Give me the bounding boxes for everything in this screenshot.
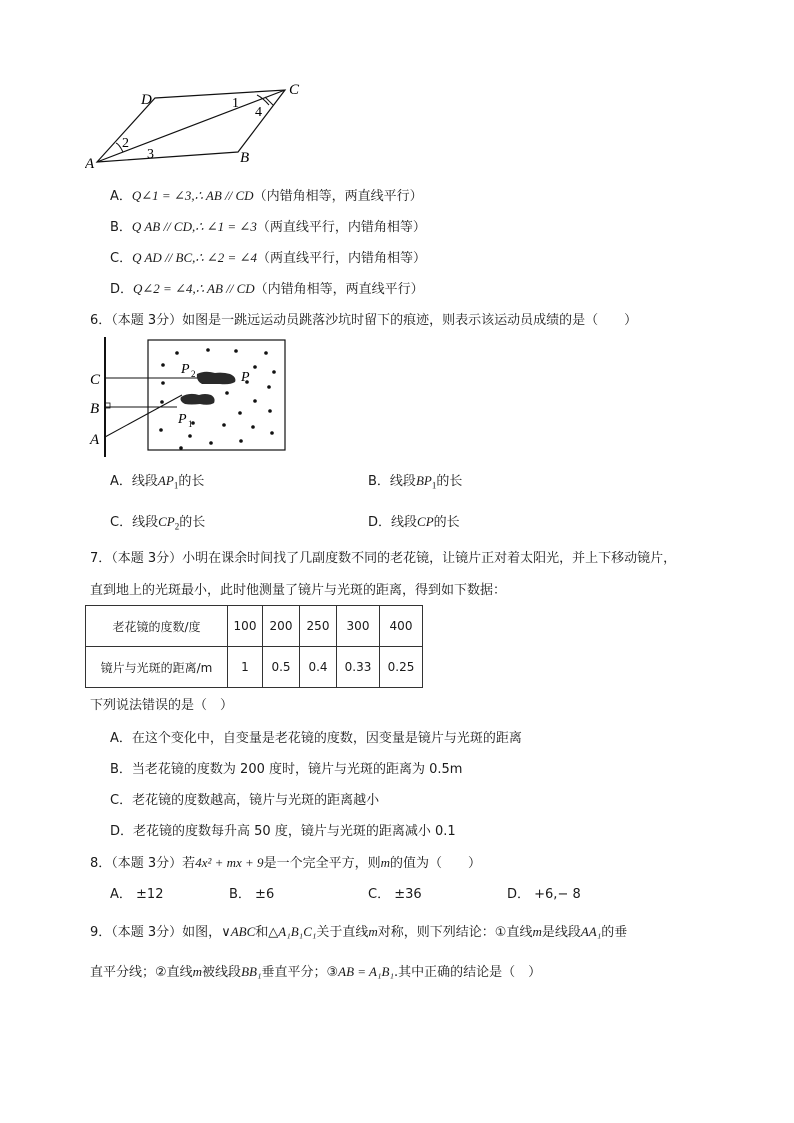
table-row bbox=[86, 606, 423, 647]
q7-option-d[interactable]: D．老花镜的度数每升高 50 度，镜片与光斑的距离减小 0.1 bbox=[110, 824, 456, 839]
table-cell: 0.5 bbox=[263, 647, 300, 688]
label-C: C bbox=[90, 372, 101, 388]
label-A: A bbox=[90, 432, 100, 448]
label-P1: P bbox=[178, 412, 187, 427]
q6-stem: 6．（本题 3分）如图是一跳远运动员跳落沙坑时留下的痕迹，则表示该运动员成绩的是（ ） bbox=[90, 313, 638, 328]
vertex-D: D bbox=[141, 92, 152, 108]
q8-option-a[interactable]: A． ±12 bbox=[110, 887, 164, 902]
q7-ask: 下列说法错误的是（ ） bbox=[90, 698, 234, 713]
q6-option-c[interactable]: C．线段$CP_2$的长 bbox=[110, 514, 206, 532]
label-P: P bbox=[241, 370, 250, 385]
table-cell: 200 bbox=[263, 606, 300, 647]
table-cell: 100 bbox=[228, 606, 263, 647]
table-cell: 300 bbox=[337, 606, 380, 647]
angle-1: 1 bbox=[232, 96, 239, 111]
q8-option-c[interactable]: C． ±36 bbox=[368, 887, 422, 902]
table-cell: 400 bbox=[380, 606, 423, 647]
q8-stem: 8．（本题 3分）若4x² + mx + 9是一个完全平方，则m的值为（ ） bbox=[90, 855, 481, 871]
q9-stem-line2: 直平分线；②直线m被线段BB₁垂直平分；③AB = A₁B₁.其中正确的结论是（ ） bbox=[90, 964, 542, 980]
table-header-distance: 镜片与光斑的距离/m bbox=[86, 647, 228, 688]
vertex-A: A bbox=[85, 156, 95, 170]
q7-stem-line2: 直到地上的光斑最小，此时他测量了镜片与光斑的距离，得到如下数据： bbox=[90, 583, 507, 598]
table-cell: 0.33 bbox=[337, 647, 380, 688]
table-header-degree: 老花镜的度数/度 bbox=[86, 606, 228, 647]
label-P1-sub: 1 bbox=[188, 419, 193, 429]
table-row bbox=[86, 647, 423, 688]
table-cell: 250 bbox=[300, 606, 337, 647]
label-P2: P bbox=[181, 362, 190, 377]
q6-option-d[interactable]: D．线段CP的长 bbox=[368, 514, 460, 530]
q5-option-b[interactable]: B．Q AB // CD,∴ ∠1 = ∠3（两直线平行，内错角相等） bbox=[110, 219, 426, 235]
q7-option-a[interactable]: A．在这个变化中，自变量是老花镜的度数，因变量是镜片与光斑的距离 bbox=[110, 731, 522, 746]
q7-option-c[interactable]: C．老花镜的度数越高，镜片与光斑的距离越小 bbox=[110, 793, 380, 808]
label-P2-sub: 2 bbox=[191, 369, 196, 379]
q7-stem-line1: 7．（本题 3分）小明在课余时间找了几副度数不同的老花镜，让镜片正对着太阳光，并上下移动镜片， bbox=[90, 551, 677, 566]
long-jump-figure bbox=[85, 335, 295, 460]
q6-option-b[interactable]: B．线段$BP_1$的长 bbox=[368, 473, 463, 491]
table-cell: 0.4 bbox=[300, 647, 337, 688]
label-B: B bbox=[90, 401, 100, 417]
q8-option-d[interactable]: D． +6,− 8 bbox=[507, 887, 581, 902]
angle-2: 2 bbox=[122, 136, 129, 151]
q5-option-d[interactable]: D．Q∠2 = ∠4,∴ AB // CD（内错角相等，两直线平行） bbox=[110, 281, 424, 297]
quadrilateral-figure bbox=[85, 80, 315, 170]
q5-option-a[interactable]: A．Q∠1 = ∠3,∴ AB // CD（内错角相等，两直线平行） bbox=[110, 188, 423, 204]
table-cell: 1 bbox=[228, 647, 263, 688]
q7-data-table bbox=[85, 605, 423, 688]
angle-3: 3 bbox=[147, 147, 154, 162]
q9-stem-line1: 9．（本题 3分）如图，∨ABC和△A₁B₁C₁关于直线m对称，则下列结论：①直线m是线段AA₁的垂 bbox=[90, 924, 628, 940]
q7-option-b[interactable]: B．当老花镜的度数为 200 度时，镜片与光斑的距离为 0.5m bbox=[110, 762, 463, 777]
q5-option-c[interactable]: C．Q AD // BC,∴ ∠2 = ∠4（两直线平行，内错角相等） bbox=[110, 250, 426, 266]
q6-option-a[interactable]: A．线段$AP_1$的长 bbox=[110, 473, 205, 491]
q8-option-b[interactable]: B． ±6 bbox=[229, 887, 275, 902]
table-cell: 0.25 bbox=[380, 647, 423, 688]
angle-4: 4 bbox=[255, 105, 262, 120]
vertex-C: C bbox=[289, 82, 300, 98]
vertex-B: B bbox=[240, 150, 250, 166]
